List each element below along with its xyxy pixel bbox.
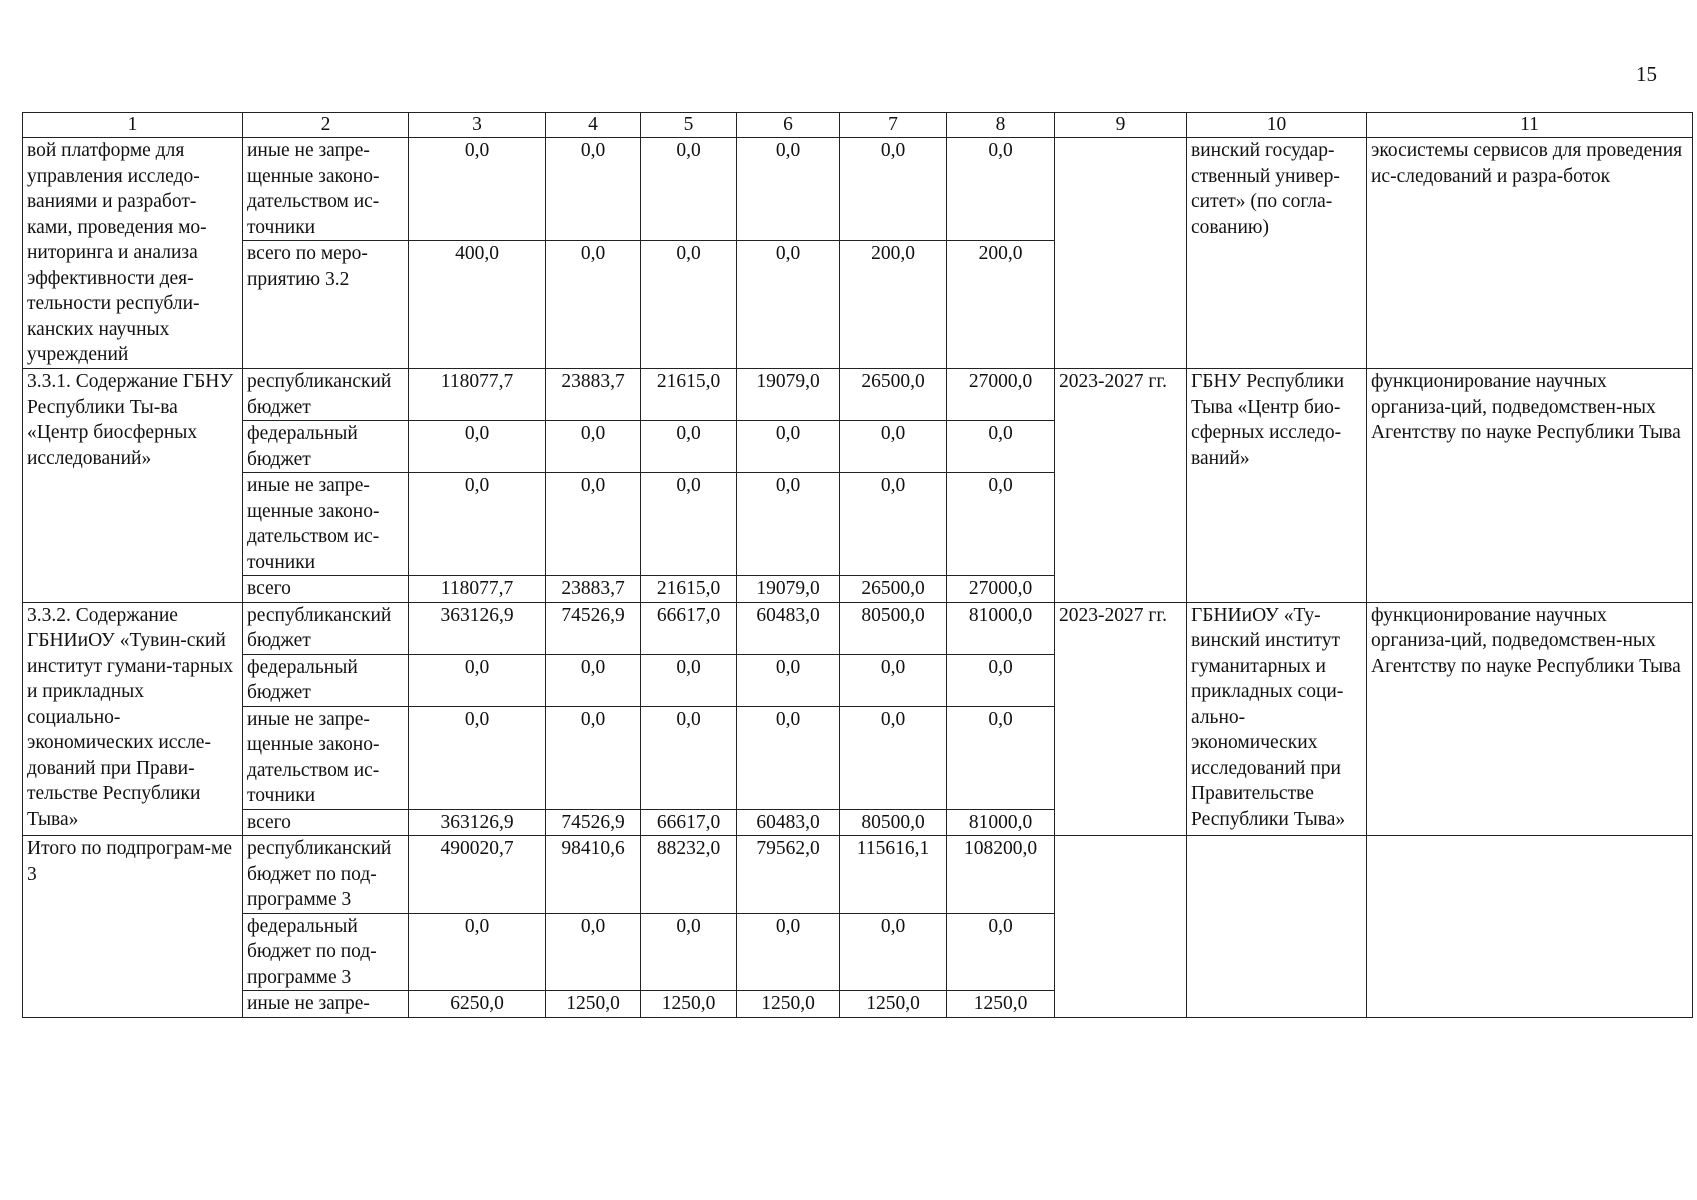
value-cell: 26500,0 — [840, 369, 947, 421]
value-cell: 0,0 — [409, 138, 546, 241]
funding-source: федеральный бюджет — [243, 421, 409, 473]
funding-source: всего по меро-приятию 3.2 — [243, 241, 409, 369]
value-cell: 0,0 — [947, 913, 1055, 991]
value-cell: 0,0 — [546, 654, 641, 706]
value-cell: 81000,0 — [947, 602, 1055, 654]
funding-source: иные не запре-щенные законо-дательством ис-точники — [243, 473, 409, 576]
table-row — [23, 138, 1693, 241]
value-cell: 0,0 — [947, 421, 1055, 473]
value-cell: 80500,0 — [840, 602, 947, 654]
value-cell: 0,0 — [546, 706, 641, 809]
value-cell: 363126,9 — [409, 809, 546, 836]
funding-source: федеральный бюджет — [243, 654, 409, 706]
value-cell: 23883,7 — [546, 576, 641, 603]
value-cell: 0,0 — [641, 706, 737, 809]
value-cell: 115616,1 — [840, 836, 947, 914]
value-cell: 21615,0 — [641, 576, 737, 603]
value-cell: 0,0 — [641, 421, 737, 473]
value-cell: 0,0 — [840, 421, 947, 473]
executor-cell: ГБНУ Республики Тыва «Центр био-сферных исследо-ваний» — [1187, 369, 1367, 603]
column-number: 1 — [23, 113, 243, 138]
funding-source: иные не запре- — [243, 991, 409, 1018]
value-cell: 66617,0 — [641, 602, 737, 654]
executor-cell: винский государ-ственный универ-ситет» (по согла-сованию) — [1187, 138, 1367, 369]
value-cell: 0,0 — [409, 421, 546, 473]
value-cell: 0,0 — [546, 421, 641, 473]
column-number: 9 — [1055, 113, 1187, 138]
value-cell: 0,0 — [947, 654, 1055, 706]
program-table — [22, 112, 1693, 1018]
value-cell: 1250,0 — [840, 991, 947, 1018]
value-cell: 0,0 — [840, 913, 947, 991]
column-number: 11 — [1367, 113, 1693, 138]
value-cell: 26500,0 — [840, 576, 947, 603]
column-number: 3 — [409, 113, 546, 138]
value-cell: 0,0 — [641, 473, 737, 576]
value-cell: 21615,0 — [641, 369, 737, 421]
value-cell: 0,0 — [641, 913, 737, 991]
value-cell: 0,0 — [737, 654, 840, 706]
period-cell: 2023-2027 гг. — [1055, 369, 1187, 603]
value-cell: 200,0 — [840, 241, 947, 369]
result-cell: экосистемы сервисов для проведения ис-следований и разра-боток — [1367, 138, 1693, 369]
value-cell: 60483,0 — [737, 809, 840, 836]
value-cell: 0,0 — [641, 138, 737, 241]
measure-name: Итого по подпрограм-ме 3 — [23, 836, 243, 1018]
funding-source: иные не запре-щенные законо-дательством ис-точники — [243, 138, 409, 241]
value-cell: 490020,7 — [409, 836, 546, 914]
funding-source: республиканский бюджет — [243, 602, 409, 654]
table-row — [23, 369, 1693, 421]
value-cell: 363126,9 — [409, 602, 546, 654]
value-cell: 66617,0 — [641, 809, 737, 836]
value-cell: 1250,0 — [641, 991, 737, 1018]
value-cell: 0,0 — [546, 473, 641, 576]
column-number: 2 — [243, 113, 409, 138]
value-cell: 0,0 — [409, 706, 546, 809]
value-cell: 0,0 — [737, 241, 840, 369]
value-cell: 27000,0 — [947, 369, 1055, 421]
value-cell: 1250,0 — [546, 991, 641, 1018]
value-cell: 0,0 — [840, 654, 947, 706]
column-number-row — [23, 113, 1693, 138]
value-cell: 0,0 — [409, 654, 546, 706]
value-cell: 74526,9 — [546, 809, 641, 836]
value-cell: 19079,0 — [737, 576, 840, 603]
period-cell — [1055, 836, 1187, 1018]
value-cell: 0,0 — [546, 913, 641, 991]
value-cell: 0,0 — [737, 473, 840, 576]
measure-name: вой платформе для управления исследо-ваниями и разработ-ками, проведения мо-ниторинга и анализа эффективности дея-тельности республи-канских научных учреждений — [23, 138, 243, 369]
value-cell: 60483,0 — [737, 602, 840, 654]
value-cell: 80500,0 — [840, 809, 947, 836]
value-cell: 0,0 — [641, 654, 737, 706]
value-cell: 118077,7 — [409, 369, 546, 421]
value-cell: 0,0 — [546, 241, 641, 369]
value-cell: 0,0 — [546, 138, 641, 241]
executor-cell — [1187, 836, 1367, 1018]
value-cell: 79562,0 — [737, 836, 840, 914]
column-number: 10 — [1187, 113, 1367, 138]
page-number: 15 — [1636, 62, 1657, 86]
funding-source: иные не запре-щенные законо-дательством ис-точники — [243, 706, 409, 809]
value-cell: 98410,6 — [546, 836, 641, 914]
funding-source: республиканский бюджет по под-программе 3 — [243, 836, 409, 914]
value-cell: 118077,7 — [409, 576, 546, 603]
result-cell: функционирование научных организа-ций, подведомствен-ных Агентству по науке Республики Тыва — [1367, 369, 1693, 603]
measure-name: 3.3.2. Содержание ГБНИиОУ «Тувин-ский институт гумани-тарных и прикладных социально-экономических иссле-дований при Прави-тельстве Республики Тыва» — [23, 602, 243, 836]
value-cell: 1250,0 — [737, 991, 840, 1018]
value-cell: 0,0 — [840, 473, 947, 576]
value-cell: 0,0 — [409, 473, 546, 576]
value-cell: 0,0 — [737, 706, 840, 809]
period-cell: 2023-2027 гг. — [1055, 602, 1187, 836]
value-cell: 0,0 — [737, 421, 840, 473]
period-cell — [1055, 138, 1187, 369]
value-cell: 0,0 — [840, 706, 947, 809]
value-cell: 0,0 — [947, 138, 1055, 241]
result-cell — [1367, 836, 1693, 1018]
value-cell: 0,0 — [737, 138, 840, 241]
value-cell: 19079,0 — [737, 369, 840, 421]
column-number: 4 — [546, 113, 641, 138]
value-cell: 0,0 — [947, 473, 1055, 576]
value-cell: 400,0 — [409, 241, 546, 369]
value-cell: 27000,0 — [947, 576, 1055, 603]
column-number: 5 — [641, 113, 737, 138]
table-row — [23, 836, 1693, 914]
column-number: 7 — [840, 113, 947, 138]
value-cell: 6250,0 — [409, 991, 546, 1018]
measure-name: 3.3.1. Содержание ГБНУ Республики Ты-ва «Центр биосферных исследований» — [23, 369, 243, 603]
value-cell: 74526,9 — [546, 602, 641, 654]
value-cell: 0,0 — [737, 913, 840, 991]
value-cell: 1250,0 — [947, 991, 1055, 1018]
column-number: 6 — [737, 113, 840, 138]
value-cell: 0,0 — [947, 706, 1055, 809]
value-cell: 0,0 — [840, 138, 947, 241]
funding-source: республиканский бюджет — [243, 369, 409, 421]
value-cell: 0,0 — [409, 913, 546, 991]
result-cell: функционирование научных организа-ций, подведомствен-ных Агентству по науке Республики Тыва — [1367, 602, 1693, 836]
value-cell: 108200,0 — [947, 836, 1055, 914]
value-cell: 81000,0 — [947, 809, 1055, 836]
funding-source: федеральный бюджет по под-программе 3 — [243, 913, 409, 991]
value-cell: 88232,0 — [641, 836, 737, 914]
value-cell: 0,0 — [641, 241, 737, 369]
table-row — [23, 602, 1693, 654]
value-cell: 23883,7 — [546, 369, 641, 421]
executor-cell: ГБНИиОУ «Ту-винский институт гуманитарных и прикладных соци-ально-экономических исследований при Правительстве Республики Тыва» — [1187, 602, 1367, 836]
column-number: 8 — [947, 113, 1055, 138]
value-cell: 200,0 — [947, 241, 1055, 369]
funding-source: всего — [243, 576, 409, 603]
funding-source: всего — [243, 809, 409, 836]
